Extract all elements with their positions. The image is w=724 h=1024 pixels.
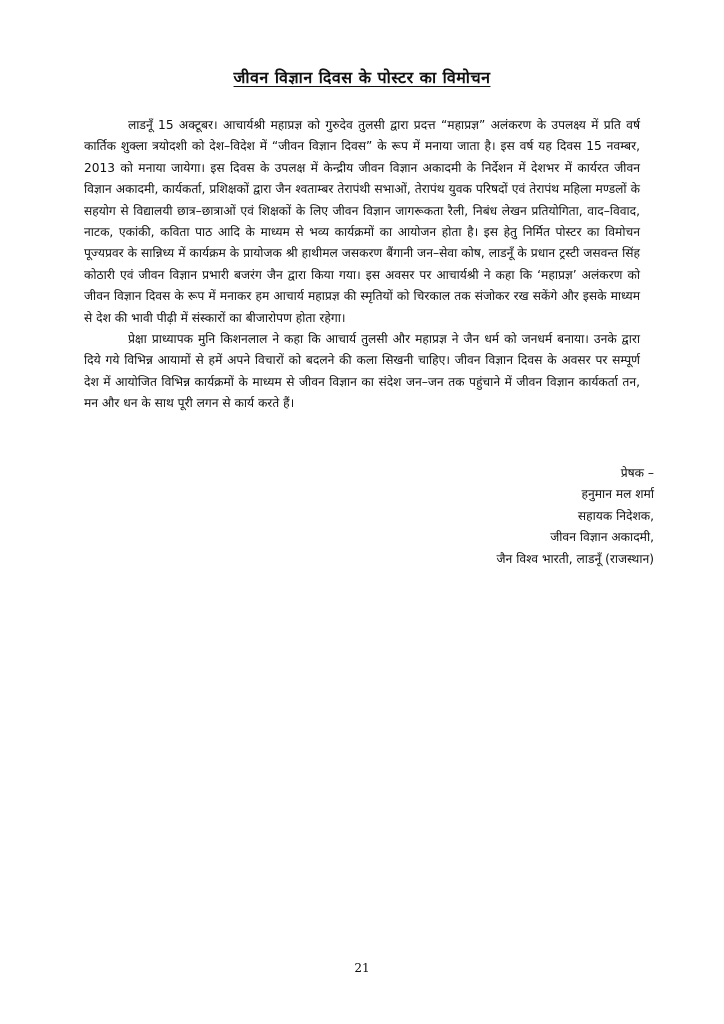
sender-signature-block [394, 463, 654, 570]
paragraph-1: लाडनूँ 15 अक्टूबर। आचार्यश्री महाप्रज्ञ को गुरुदेव तुलसी द्वारा प्रदत्त “महाप्रज्ञ” अलंकरण के उपलक्ष्य में प्रति वर्ष कार्तिक शुक्ला त्रयोदशी को देश–विदेश में “जीवन विज्ञान दिवस” के रूप में मनाया जाता है। इस वर्ष यह दिवस 15 नवम्बर, 2013 को मनाया जायेगा। इस दिवस के उपलक्ष में केन्द्रीय जीवन विज्ञान अकादमी के निर्देशन में देशभर में कार्यरत जीवन विज्ञान अकादमी, कार्यकर्ता, प्रशिक्षकों द्वारा जैन श्वताम्बर तेरापंथी सभाओं, तेरापंथ युवक परिषदों एवं तेरापंथ महिला मण्डलों के सहयोग से विद्यालयी छात्र–छात्राओं एवं शिक्षकों के लिए जीवन विज्ञान जागरूकता रैली, निबंध लेखन प्रतियोगिता, वाद–विवाद, नाटक, एकांकी, कविता पाठ आदि के माध्यम से भव्य कार्यक्रमों का आयोजन होता है। इस हेतु निर्मित पोस्टर का विमोचन पूज्यप्रवर के सान्निध्य में कार्यक्रम के प्रायोजक श्री हाथीमल जसकरण बैंगानी जन–सेवा कोष, लाडनूँ के प्रधान ट्रस्टी जसवन्त सिंह कोठारी एवं जीवन विज्ञान प्रभारी बजरंग जैन द्वारा किया गया। इस अवसर पर आचार्यश्री ने कहा कि ‘महाप्रज्ञ’ अलंकरण को जीवन विज्ञान दिवस के रूप में मनाकर हम आचार्य महाप्रज्ञ की स्मृतियों को चिरकाल तक संजोकर रख सकेंगे और इसके माध्यम से देश की भावी पीढ़ी में संस्कारों का बीजारोपण होता रहेगा। [84, 118, 640, 325]
sender-organization: जीवन विज्ञान अकादमी, [550, 530, 654, 545]
sender-designation: सहायक निदेशक, [577, 508, 654, 523]
document-title: जीवन विज्ञान दिवस के पोस्टर का विमोचन [233, 68, 491, 87]
sender-label: प्रेषक – [620, 466, 654, 480]
sender-address: जैन विश्व भारती, लाडनूँ (राजस्थान) [496, 551, 654, 566]
sender-name: हनुमान मल शर्मा [581, 487, 654, 502]
paragraph-2: प्रेक्षा प्राध्यापक मुनि किशनलाल ने कहा कि आचार्य तुलसी और महाप्रज्ञ ने जैन धर्म को जनधर्म बनाया। उनके द्वारा दिये गये विभिन्न आयामों से हमें अपने विचारों को बदलने की कला सिखनी चाहिए। जीवन विज्ञान दिवस के अवसर पर सम्पूर्ण देश में आयोजित विभिन्न कार्यक्रमों के माध्यम से जीवन विज्ञान का संदेश जन–जन तक पहुंचाने में जीवन विज्ञान कार्यकर्ता तन, मन और धन के साथ पूरी लगन से कार्य करते हैं। [84, 332, 640, 411]
document-body [84, 115, 640, 415]
page-number: 21 [354, 961, 370, 975]
